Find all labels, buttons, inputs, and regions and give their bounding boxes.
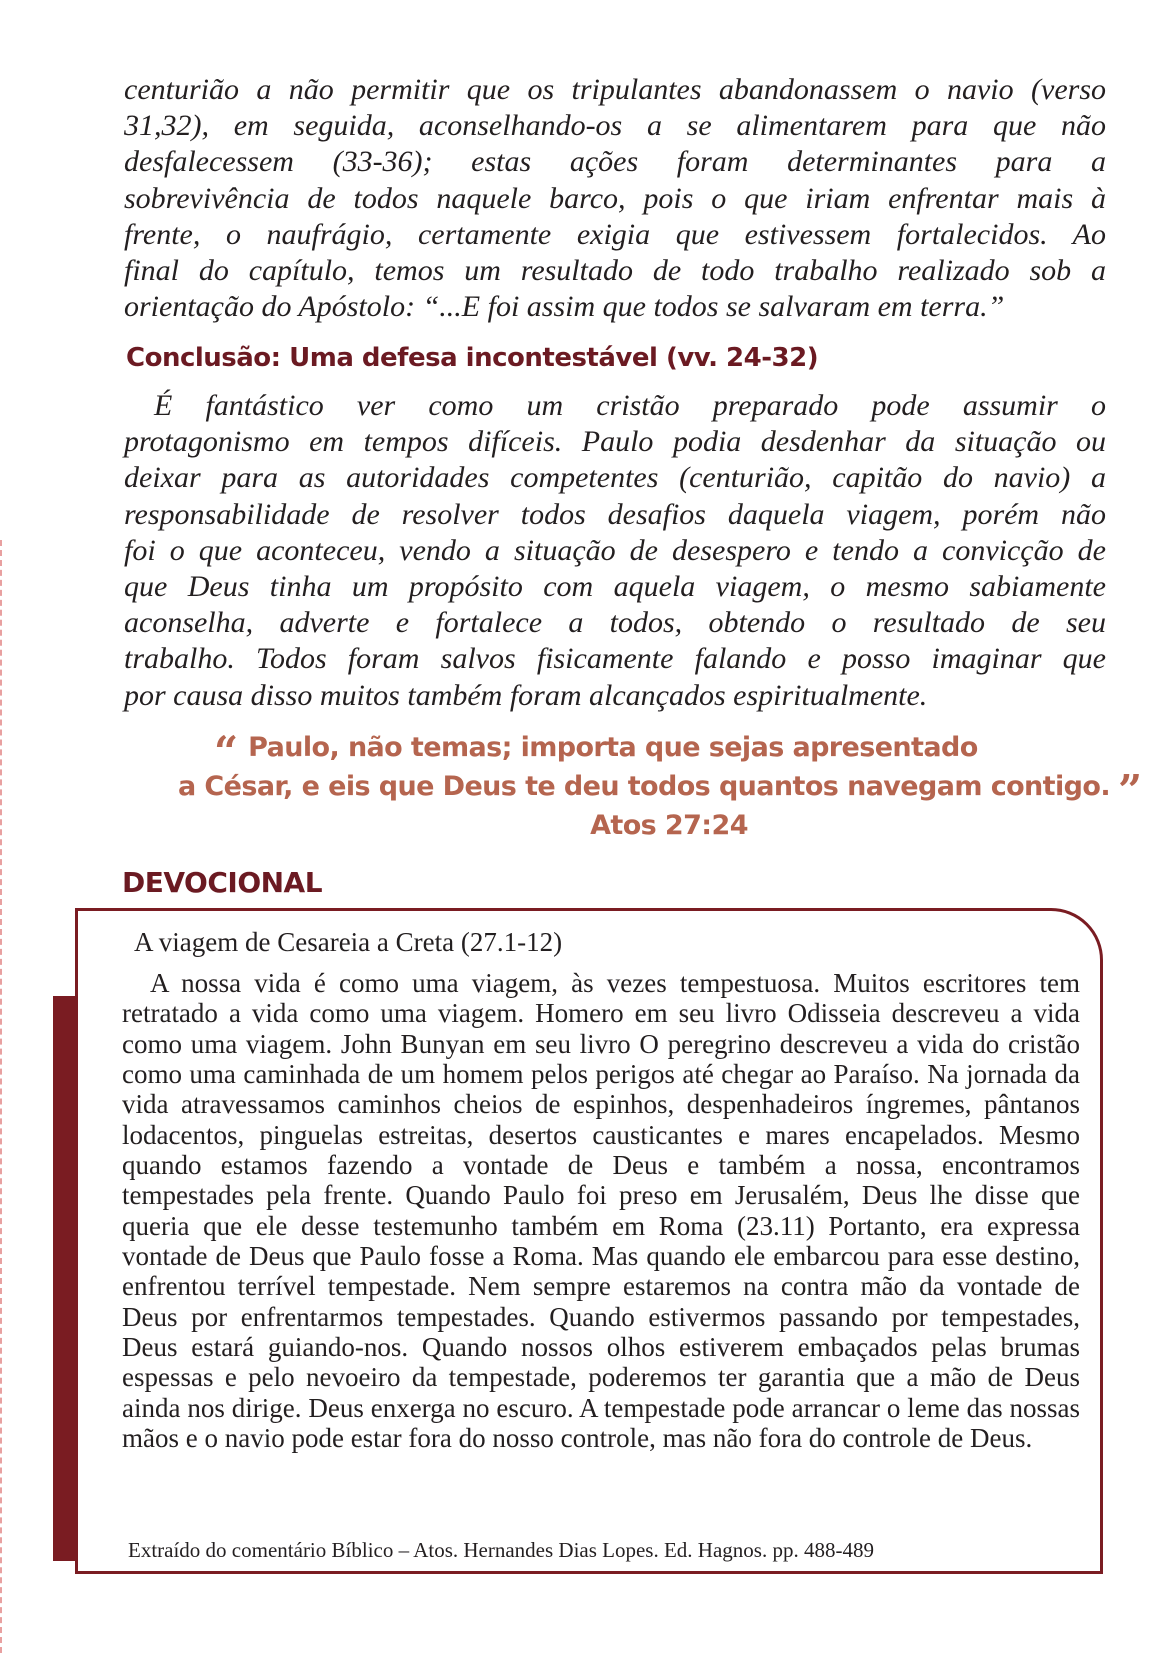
intro-line: centurião a não permitir que os tripulantes abandonassem o navio (verso — [124, 73, 1106, 106]
devotional-heading: DEVOCIONAL — [122, 866, 323, 899]
quote-text-2: a César, e eis que Deus te deu todos quantos navegam contigo. — [178, 771, 1110, 802]
quote-line-2 — [150, 766, 1137, 815]
cut-guide-line — [0, 540, 2, 1653]
conclusion-line: por causa disso muitos também foram alcançados espiritualmente. — [124, 678, 928, 712]
conclusion-line: protagonismo em tempos difíceis. Paulo podia desdenhar da situação ou — [124, 425, 1106, 459]
devotional-title: A viagem de Cesareia a Creta (27.1-12) — [134, 927, 563, 957]
quote-text-1: Paulo, não temas; importa que sejas apresentado — [248, 732, 978, 763]
intro-paragraph — [124, 72, 1106, 325]
close-quote-mark: ” — [1117, 766, 1137, 815]
intro-line: orientação do Apóstolo: “...E foi assim que todos se salvaram em terra.” — [124, 290, 1005, 324]
devotional-source: Extraído do comentário Bíblico – Atos. Hernandes Dias Lopes. Ed. Hagnos. pp. 488-489 — [128, 1538, 874, 1562]
quote-line-1 — [150, 727, 1080, 776]
conclusion-line: aconselha, adverte e fortalece a todos, obtendo o resultado de seu — [124, 606, 1106, 640]
bible-quote — [150, 727, 1137, 843]
conclusion-paragraph — [124, 388, 1106, 714]
intro-line: final do capítulo, temos um resultado de todo trabalho realizado sob a — [124, 254, 1106, 288]
intro-line: frente, o naufrágio, certamente exigia que estivessem fortalecidos. Ao — [124, 217, 1106, 251]
conclusion-line: responsabilidade de resolver todos desafios daquela viagem, porém não — [124, 497, 1106, 531]
conclusion-line: foi o que aconteceu, vendo a situação de desespero e tendo a convicção de — [124, 533, 1106, 567]
conclusion-line: que Deus tinha um propósito com aquela viagem, o mesmo sabiamente — [124, 570, 1106, 604]
intro-line: 31,32), em seguida, aconselhando-os a se alimentarem para que não — [124, 109, 1106, 143]
intro-line: desfalecessem (33-36); estas ações foram determinantes para a — [124, 145, 1106, 179]
quote-reference: Atos 27:24 — [590, 810, 748, 841]
conclusion-line: trabalho. Todos foram salvos fisicamente falando e posso imaginar que — [124, 642, 1106, 676]
conclusion-line: É fantástico ver como um cristão preparado pode assumir o — [154, 389, 1106, 422]
devotional-box-accent-bar — [53, 996, 75, 1561]
devotional-text: A nossa vida é como uma viagem, às vezes tempestuosa. Muitos escritores tem retratado a vida como uma viagem. Homero em seu livro Odisseia descreveu a vida como uma viagem. John Bunyan em seu livro O peregrino descreveu a vida do cristão como uma caminhada de um homem pelos perigos até chegar ao Paraíso. Na jornada da vida atravessamos caminhos cheios de espinhos, despenhadeiros íngremes, pântanos lodacentos, pinguelas estreitas, desertos causticantes e mares encapelados. Mesmo quando estamos fazendo a vontade de Deus e também a nossa, encontramos tempestades pela frente. Quando Paulo foi preso em Jerusalém, Deus lhe disse que queria que ele desse testemunho também em Roma (23.11) Portanto, era expressa vontade de Deus que Paulo fosse a Roma. Mas quando ele embarcou para esse destino, enfrentou terrível tempestade. Nem sempre estaremos na contra mão da vontade de Deus por enfrentarmos tempestades. Quando estivermos passando por tempestades, Deus estará guiando-nos. Quando nossos olhos estiverem embaçados pelas brumas espessas e pelo nevoeiro da tempestade, poderemos ter garantia que a mão de Deus ainda nos dirige. Deus enxerga no escuro. A tempestade pode arrancar o leme das nossas mãos e o navio pode estar fora do nosso controle, mas não fora do controle de Deus. — [122, 968, 1080, 1454]
conclusion-heading: Conclusão: Uma defesa incontestável (vv. 24-32) — [126, 343, 819, 373]
conclusion-line: deixar para as autoridades competentes (centurião, capitão do navio) a — [124, 461, 1106, 495]
open-quote-mark: “ — [214, 727, 233, 776]
intro-line: sobrevivência de todos naquele barco, pois o que iriam enfrentar mais à — [124, 181, 1106, 215]
